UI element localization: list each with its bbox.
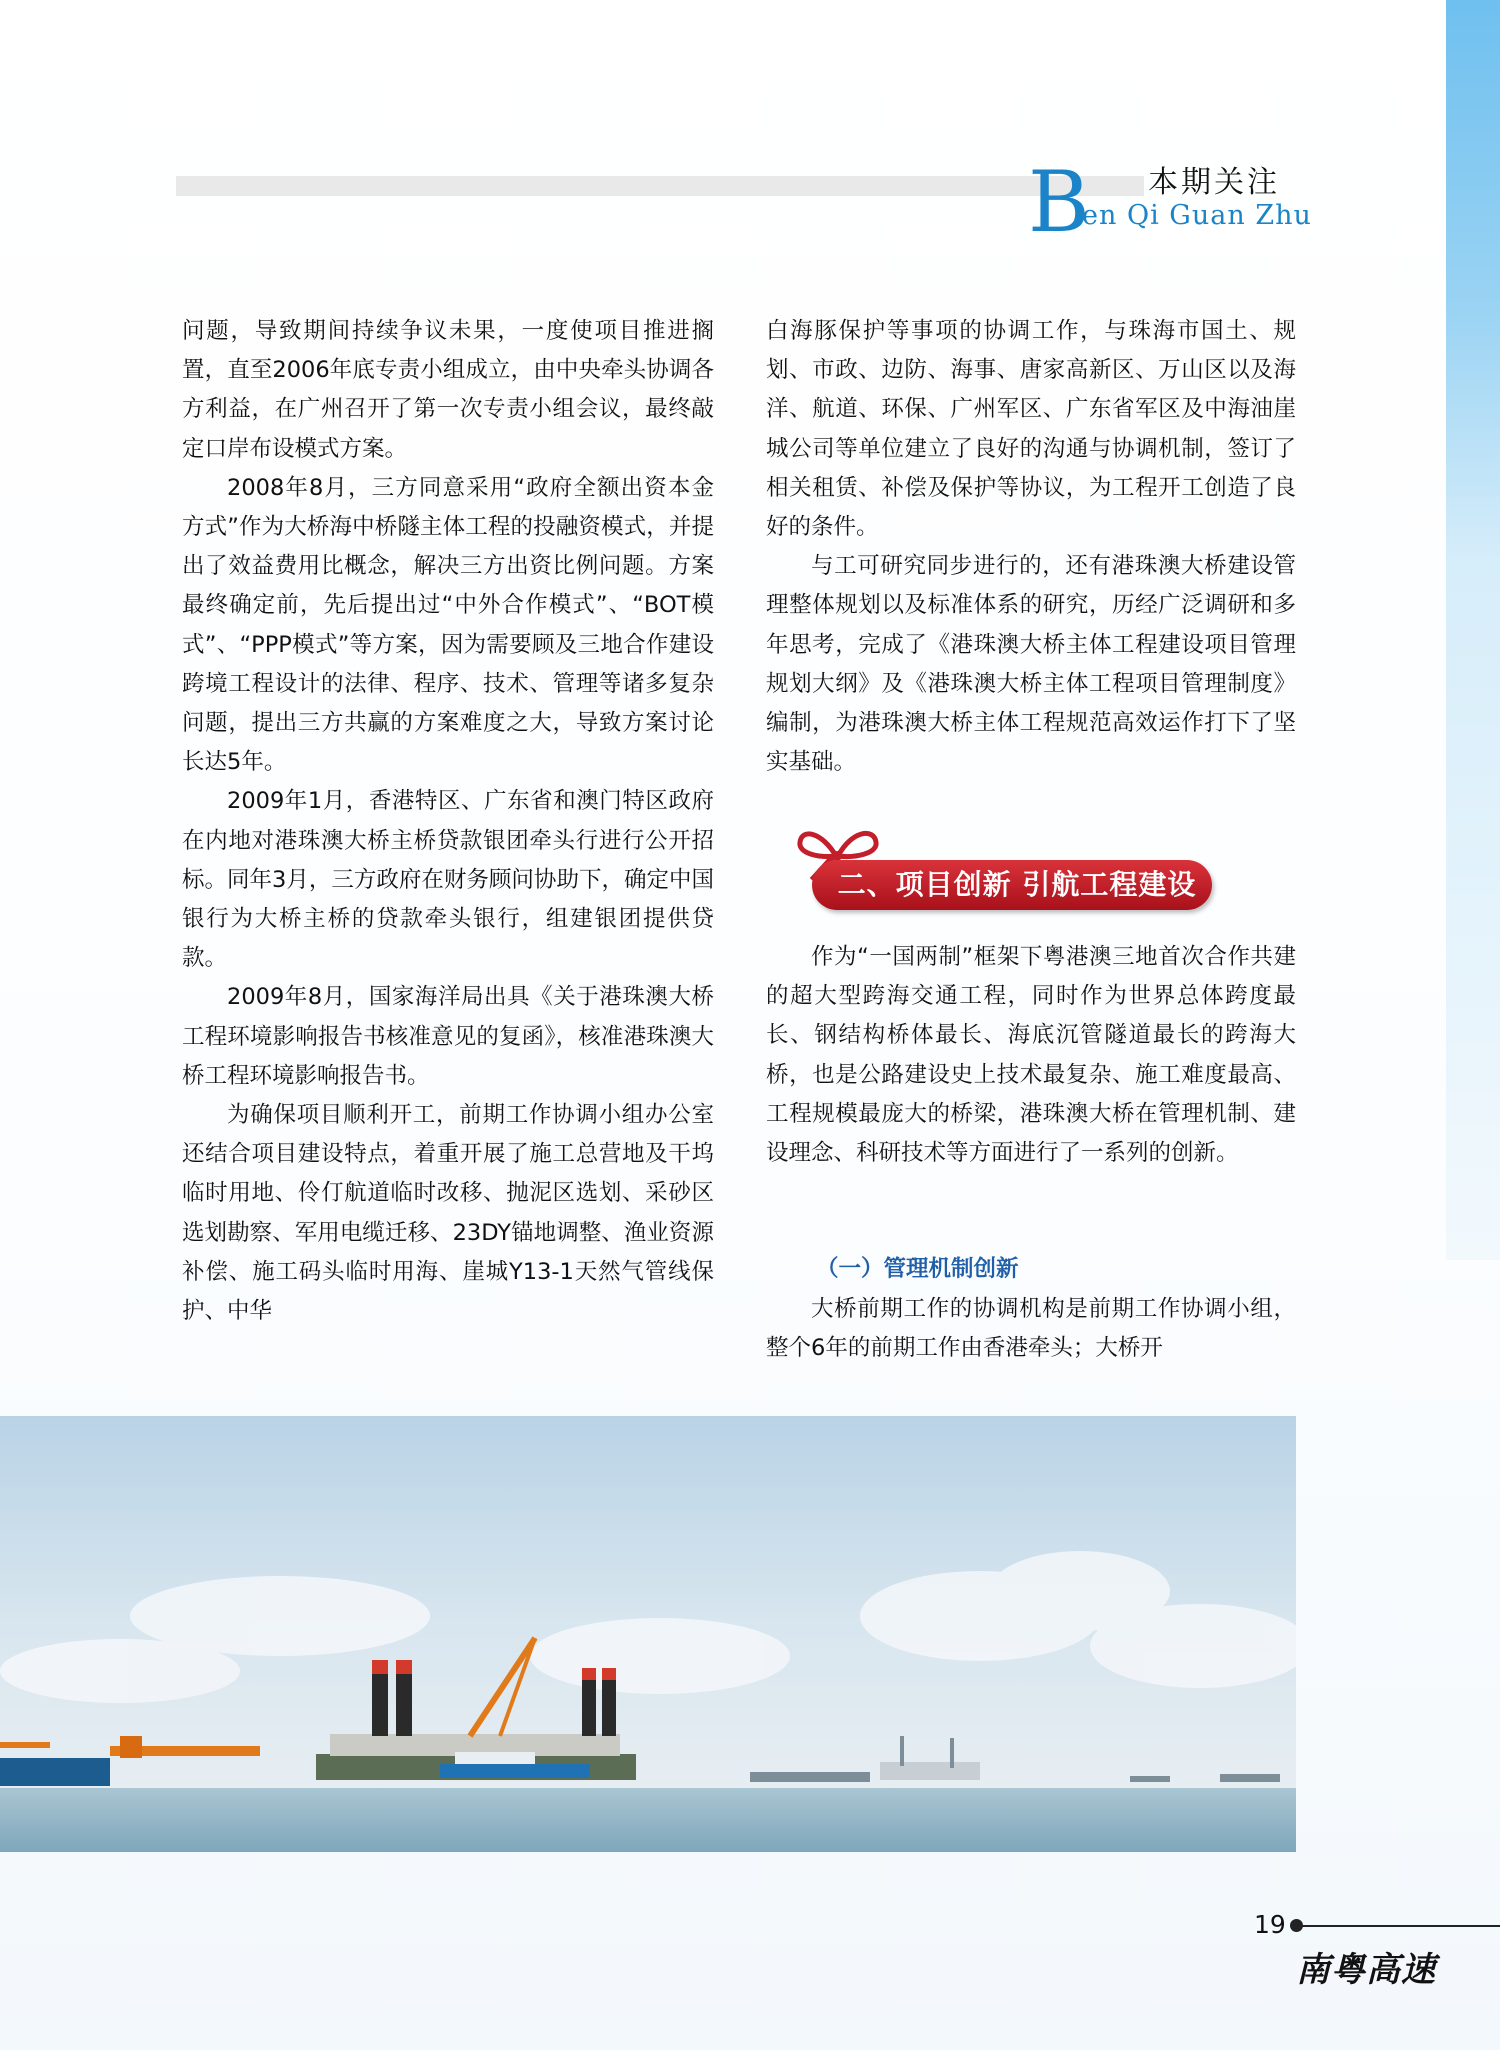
right-column-bottom — [766, 1290, 1296, 1368]
construction-photo — [0, 1416, 1296, 1852]
magazine-name: 南粤高速 — [1296, 1950, 1436, 1990]
right-column-mid — [766, 938, 1296, 1173]
header-logo-letter: B — [1028, 153, 1090, 251]
page-number: 19 — [1254, 1910, 1286, 1939]
right-edge-decoration — [1446, 0, 1500, 560]
header-rule — [176, 176, 1144, 196]
sea — [0, 1788, 1296, 1852]
left-column — [182, 312, 714, 1331]
section-heading: 二、项目创新 引航工程建设 — [837, 868, 1197, 901]
paragraph: 白海豚保护等事项的协调工作，与珠海市国土、规划、市政、边防、海事、唐家高新区、万山区以及海洋、航道、环保、广州军区、广东省军区及中海油崖城公司等单位建立了良好的沟通与协调机制，签订了相关租赁、补偿及保护等协议，为工程开工创造了良好的条件。 — [766, 318, 1296, 541]
subsection-heading: （一）管理机制创新 — [816, 1256, 1019, 1282]
paragraph: 问题，导致期间持续争议未果，一度使项目推进搁置，直至2006年底专责小组成立，由中央牵头协调各方利益，在广州召开了第一次专责小组会议，最终敲定口岸布设模式方案。 — [182, 318, 714, 462]
paragraph: 2008年8月，三方同意采用“政府全额出资本金方式”作为大桥海中桥隧主体工程的投融资模式，并提出了效益费用比概念，解决三方出资比例问题。方案最终确定前，先后提出过“中外合作模式”、“BOT模式”、“PPP模式”等方案，因为需要顾及三地合作建设跨境工程设计的法律、程序、技术、管理等诸多复杂问题，提出三方共赢的方案难度之大，导致方案讨论长达5年。 — [182, 474, 714, 776]
paragraph: 大桥前期工作的协调机构是前期工作协调小组，整个6年的前期工作由香港牵头；大桥开 — [766, 1296, 1296, 1362]
right-edge-decoration-fade — [1446, 560, 1500, 1260]
section-banner — [786, 820, 1236, 920]
paragraph: 与工可研究同步进行的，还有港珠澳大桥建设管理整体规划以及标准体系的研究，历经广泛调研和多年思考，完成了《港珠澳大桥主体工程建设项目管理规划大纲》及《港珠澳大桥主体工程项目管理制度》编制，为港珠澳大桥主体工程规范高效运作打下了坚实基础。 — [766, 553, 1296, 776]
paragraph: 2009年8月，国家海洋局出具《关于港珠澳大桥工程环境影响报告书核准意见的复函》，核准港珠澳大桥工程环境影响报告书。 — [182, 984, 714, 1089]
right-column-top — [766, 312, 1296, 782]
section-title-en: en Qi Guan Zhu — [1082, 200, 1312, 231]
paragraph: 作为“一国两制”框架下粤港澳三地首次合作共建的超大型跨海交通工程，同时作为世界总体跨度最长、钢结构桥体最长、海底沉管隧道最长的跨海大桥，也是公路建设史上技术最复杂、施工难度最高、工程规模最庞大的桥梁，港珠澳大桥在管理机制、建设理念、科研技术等方面进行了一系列的创新。 — [766, 944, 1296, 1167]
paragraph: 为确保项目顺利开工，前期工作协调小组办公室还结合项目建设特点，着重开展了施工总营地及干坞临时用地、伶仃航道临时改移、抛泥区选划、采砂区选划勘察、军用电缆迁移、23DY锚地调整、渔业资源补偿、施工码头临时用海、崖城Y13-1天然气管线保护、中华 — [182, 1102, 714, 1325]
folio-rule — [1292, 1925, 1500, 1927]
sea-construction-illustration — [0, 1416, 1296, 1852]
section-title-cn: 本期关注 — [1148, 165, 1280, 200]
paragraph: 2009年1月，香港特区、广东省和澳门特区政府在内地对港珠澳大桥主桥贷款银团牵头行进行公开招标。同年3月，三方政府在财务顾问协助下，确定中国银行为大桥主桥的贷款牵头银行，组建银团提供贷款。 — [182, 788, 714, 972]
